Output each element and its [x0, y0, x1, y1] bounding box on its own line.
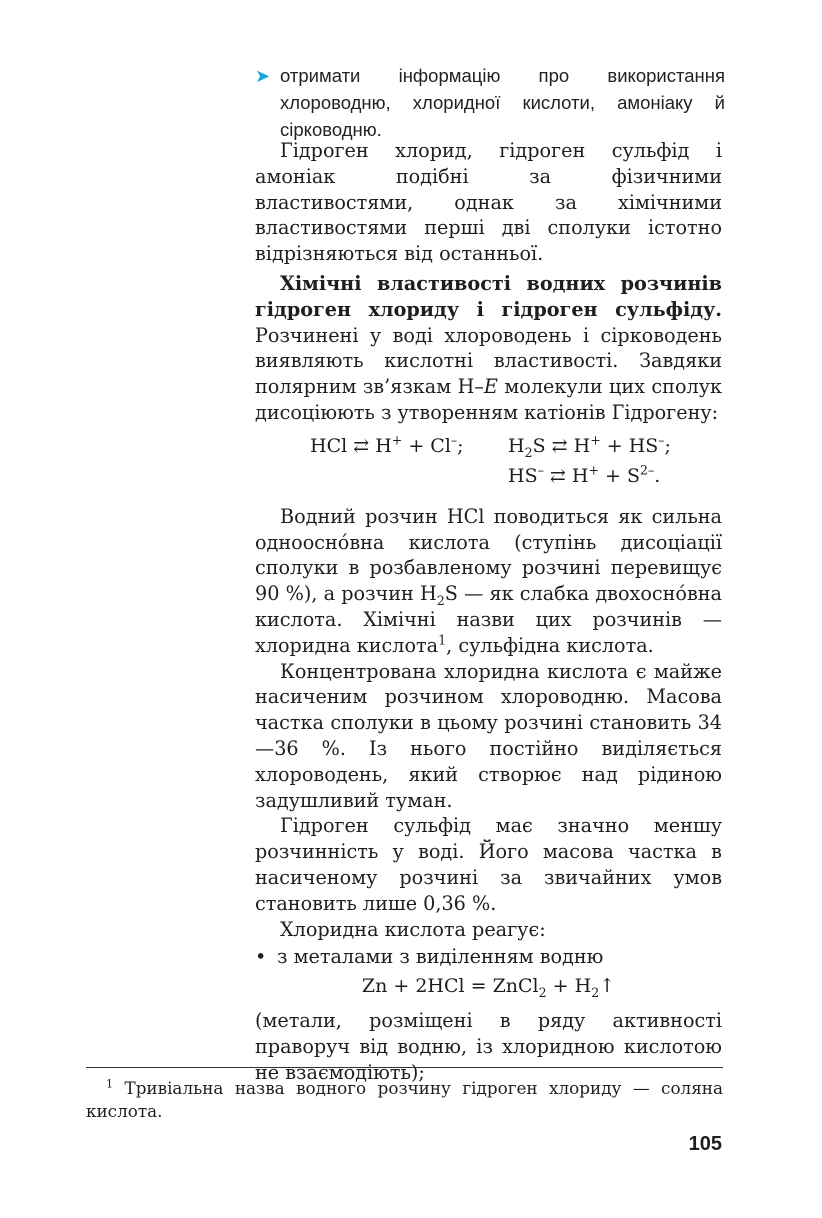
page-number: 105	[688, 1133, 722, 1155]
equation-zinc: Zn + 2HCl = ZnCl$_2$ + $H_2↑$	[361, 975, 616, 1000]
equation-h2s: $H_2S$ ⇄ H+ + HS–;	[508, 432, 671, 460]
equation-hs: HS– ⇄ $H^+ + S^{2-}$.	[508, 462, 661, 487]
objective-text: отримати інформацію про використання хлороводню, хлоридної кислоти, амоніаку й сірководню.	[280, 65, 725, 140]
footnote-divider	[86, 1067, 723, 1068]
paragraph-metals-note: (метали, розміщені в ряду активності праворуч від водню, із хлоридною кислотою не взаємодіють);	[255, 1008, 722, 1084]
bullet-dot-icon: •	[255, 945, 267, 969]
paragraph-chemical-properties: Хімічні властивості водних розчинів гідроген хлориду і гідроген сульфіду. Розчинені у воді хлороводень і сірководень виявляють кислотні властивості. Завдяки полярним зв’язкам H–E молекули цих сполук дисоціюють з утворенням катіонів Гідрогену:	[255, 271, 722, 424]
paragraph-concentrated-acid: Концентрована хлоридна кислота є майже насиченим розчином хлороводню. Масова частка сполуки в цьому розчині становить 34—36 %. Із нього постійно виділяється хлороводень, який створює над рідиною задушливий туман.	[255, 659, 722, 812]
dissociation-equations	[255, 434, 722, 494]
paragraph-solutions: Водний розчин HCl поводиться як сильна одноосно́вна кислота (ступінь дисоціації сполуки в розбавленому розчині перевищує 90 %), а розчин $H_2S$ — як слабка двохосно́вна кислота. Хімічні назви цих розчинів — хлоридна кислота$^1$, сульфідна кислота.	[255, 504, 722, 657]
equation-hcl: HCl ⇄ H+ + Cl–;	[310, 432, 464, 457]
footnote: $^1$ Тривіальна назва водного розчину гідроген хлориду — соляна кислота.	[86, 1077, 723, 1121]
list-item: • з металами з виділенням водню	[255, 945, 604, 969]
footnote-ref: 1	[438, 632, 447, 648]
paragraph-h2s-solubility: Гідроген сульфід має значно меншу розчинність у воді. Його масова частка в насиченому розчині за звичайних умов становить лише 0,36 %.	[255, 814, 722, 915]
arrow-bullet-icon: ➤	[255, 66, 271, 86]
section-heading: Хімічні властивості водних розчинів гідроген хлориду і гідроген сульфіду.	[255, 271, 722, 321]
objective-bullet	[255, 62, 725, 143]
paragraph-intro: Гідроген хлорид, гідроген сульфід і амоніак подібні за фізичними властивостями, однак за хімічними властивостями перші дві сполуки істотно відрізняються від останньої.	[255, 139, 722, 266]
paragraph-reacts: Хлоридна кислота реагує:	[280, 917, 546, 941]
main-text	[255, 138, 722, 1085]
